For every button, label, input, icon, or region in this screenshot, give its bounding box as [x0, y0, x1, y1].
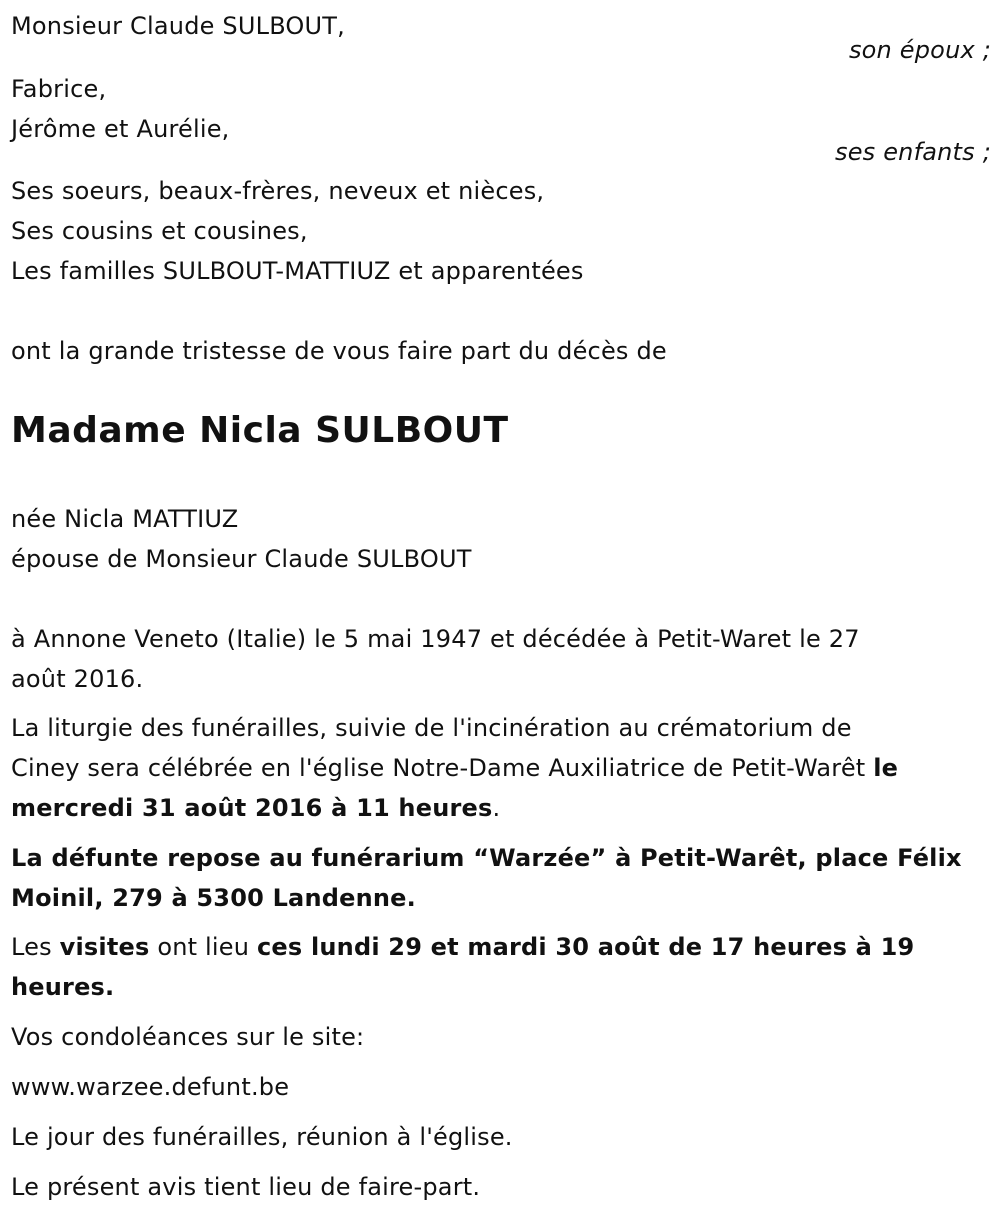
child-line-1: Fabrice, [11, 75, 107, 103]
repose-line-2: Moinil, 279 à 5300 Landenne. [11, 884, 416, 912]
liturgy-text: Ciney sera célébrée en l'église Notre-Dame Auxiliatrice de Petit-Warêt [11, 754, 874, 782]
repose-line-1: La défunte repose au funérarium “Warzée” à Petit-Warêt, place Félix [11, 844, 962, 872]
visits-middle: ont lieu [149, 933, 257, 961]
dates-line-2: août 2016. [11, 665, 144, 693]
liturgy-bold-start: le [873, 754, 899, 782]
visits-word: visites [59, 933, 150, 961]
liturgy-line-1: La liturgie des funérailles, suivie de l'incinération au crématorium de [11, 714, 852, 742]
spouse-line: épouse de Monsieur Claude SULBOUT [11, 545, 472, 573]
relatives-line-3: Les familles SULBOUT-MATTIUZ et apparentées [11, 257, 584, 285]
condolences-label: Vos condoléances sur le site: [11, 1023, 365, 1051]
children-role: ses enfants ; [835, 138, 991, 166]
notice-line: Le présent avis tient lieu de faire-part. [11, 1173, 481, 1201]
liturgy-line-3 [11, 793, 500, 823]
dates-line-1: à Annone Veneto (Italie) le 5 mai 1947 et décédée à Petit-Waret le 27 [11, 625, 860, 653]
visits-line-2: heures. [11, 973, 115, 1001]
husband-role: son époux ; [848, 36, 991, 64]
announcement-line: ont la grande tristesse de vous faire part du décès de [11, 337, 667, 365]
liturgy-date-time: mercredi 31 août 2016 à 11 heures [11, 794, 493, 822]
liturgy-line-2 [11, 753, 898, 783]
visits-schedule: ces lundi 29 et mardi 30 août de 17 heures à 19 [257, 933, 915, 961]
birth-name-line: née Nicla MATTIUZ [11, 505, 239, 533]
visits-prefix: Les [11, 933, 60, 961]
child-line-2: Jérôme et Aurélie, [11, 115, 230, 143]
condolences-url[interactable]: www.warzee.defunt.be [11, 1073, 290, 1101]
deceased-name: Madame Nicla SULBOUT [11, 410, 509, 451]
visits-line-1 [11, 932, 914, 962]
relatives-line-1: Ses soeurs, beaux-frères, neveux et nièces, [11, 177, 545, 205]
meeting-line: Le jour des funérailles, réunion à l'église. [11, 1123, 513, 1151]
liturgy-period: . [492, 794, 501, 822]
husband-line: Monsieur Claude SULBOUT, [11, 12, 345, 40]
relatives-line-2: Ses cousins et cousines, [11, 217, 308, 245]
